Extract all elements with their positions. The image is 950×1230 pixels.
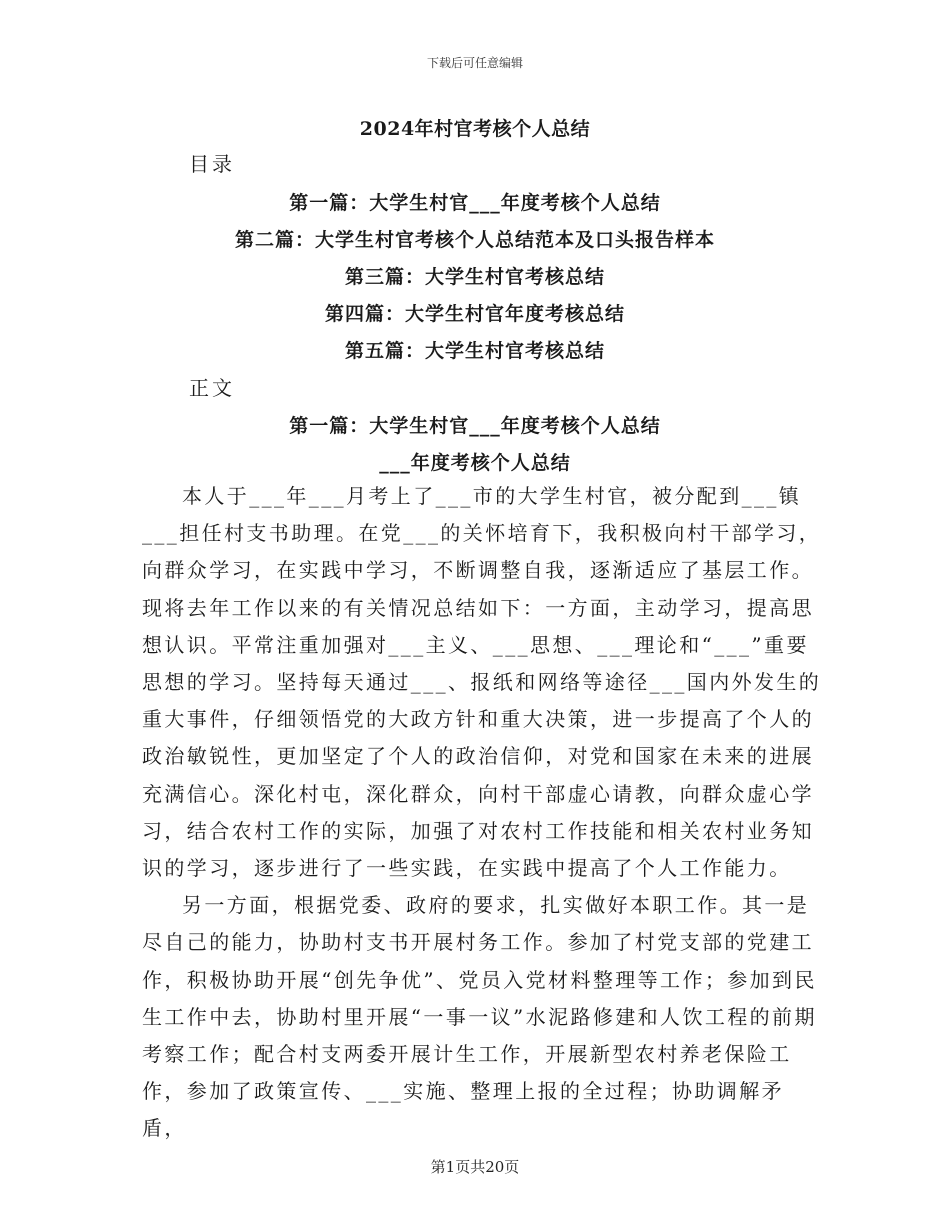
body-label: 正文	[189, 376, 235, 400]
page-footer: 第1页共20页	[430, 1158, 520, 1176]
section-subtitle: ___年度考核个人总结	[379, 452, 571, 474]
header-note: 下载后可任意编辑	[426, 56, 523, 70]
section-title: 第一篇：大学生村官___年度考核个人总结	[289, 415, 661, 437]
toc-item: 第四篇：大学生村官年度考核总结	[324, 303, 625, 325]
paragraph: 另一方面，根据党委、政府的要求，扎实做好本职工作。其一是尽自己的能力，协助村支书开展村务工作。参加了村党支部的党建工作，积极协助开展“创先争优”、党员入党材料整理等工作；参加到民生工作中去，协助村里开展“一事一议”水泥路修建和人饮工程的前期考察工作；配合村支两委开展计生工作，开展新型农村养老保险工作，参加了政策宣传、___实施、整理上报的全过程；协助调解矛盾，	[142, 893, 817, 1141]
body-text	[142, 478, 822, 1148]
toc-item: 第二篇：大学生村官考核个人总结范本及口头报告样本	[234, 229, 715, 251]
toc-item: 第五篇：大学生村官考核总结	[344, 340, 605, 362]
paragraph: 本人于___年___月考上了___市的大学生村官，被分配到___镇___担任村支书助理。在党___的关怀培育下，我积极向村干部学习，向群众学习，在实践中学习，不断调整自我，逐渐适应了基层工作。现将去年工作以来的有关情况总结如下：一方面，主动学习，提高思想认识。平常注重加强对___主义、___思想、___理论和“___”重要思想的学习。坚持每天通过___、报纸和网络等途径___国内外发生的重大事件，仔细领悟党的大政方针和重大决策，进一步提高了个人的政治敏锐性，更加坚定了个人的政治信仰，对党和国家在未来的进展充满信心。深化村屯，深化群众，向村干部虚心请教，向群众虚心学习，结合农村工作的实际，加强了对农村工作技能和相关农村业务知识的学习，逐步进行了一些实践，在实践中提高了个人工作能力。	[142, 484, 822, 881]
document-title: 2024年村官考核个人总结	[359, 118, 591, 140]
toc-label: 目录	[189, 152, 235, 176]
toc-item: 第三篇：大学生村官考核总结	[344, 266, 605, 288]
toc-item: 第一篇：大学生村官___年度考核个人总结	[289, 192, 661, 214]
